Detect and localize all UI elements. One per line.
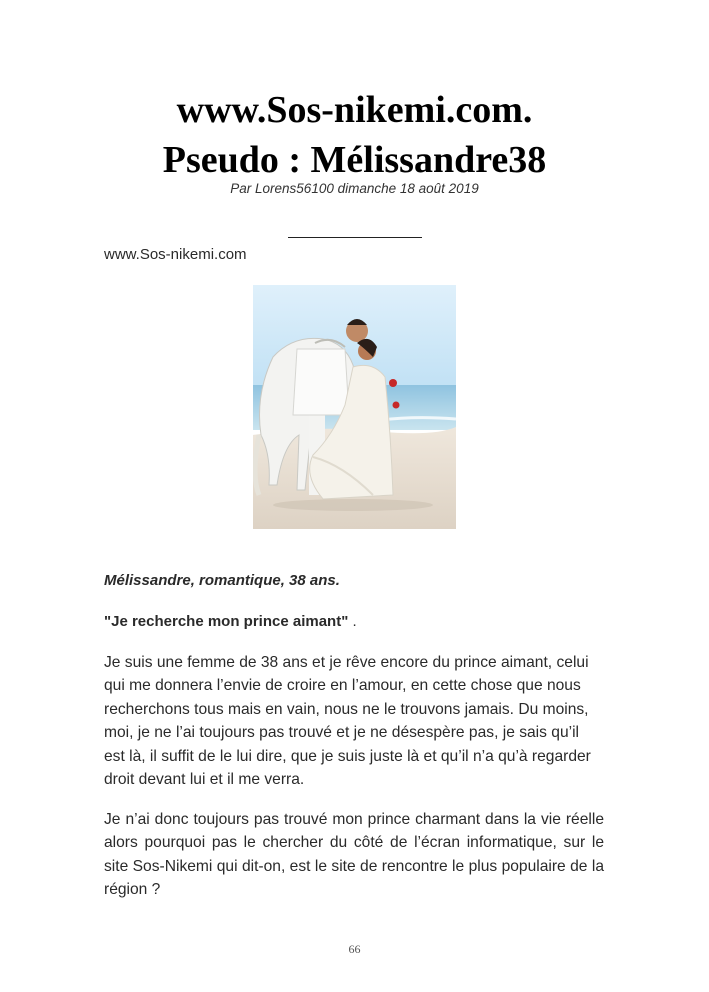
quote-text: "Je recherche mon prince aimant" bbox=[104, 613, 349, 630]
page-number: 66 bbox=[348, 942, 361, 956]
couple-horse-beach-photo bbox=[253, 285, 456, 529]
profile-quote bbox=[104, 613, 357, 630]
page-title-line-1: www.Sos-nikemi.com. bbox=[176, 89, 533, 131]
profile-subtitle: Mélissandre, romantique, 38 ans. bbox=[104, 572, 340, 589]
site-link[interactable]: www.Sos-nikemi.com bbox=[104, 246, 247, 263]
page-title-line-2: Pseudo : Mélissandre38 bbox=[162, 139, 547, 181]
quote-suffix: . bbox=[348, 613, 357, 630]
divider bbox=[288, 237, 422, 238]
paragraph-2: Je n’ai donc toujours pas trouvé mon prince charmant dans la vie réelle alors pourquoi pas le chercher du côté de l’écran informatique, sur le site Sos-Nikemi qui dit-on, est le site de rencontre le plus populaire de la région ? bbox=[104, 811, 604, 899]
byline: Par Lorens56100 dimanche 18 août 2019 bbox=[230, 181, 479, 196]
paragraph-1: Je suis une femme de 38 ans et je rêve encore du prince aimant, celui qui me donnera l’envie de croire en l’amour, en cette chose que nous recherchons tous mais en vain, nous ne le trouvons jamais. Du moins, moi, je ne l’ai toujours pas trouvé et je ne désespère pas, je sais qu’il est là, il suffit de le lui dire, que je suis juste là et qu’il n’a qu’à regarder droit devant lui et il me verra. bbox=[104, 654, 591, 789]
